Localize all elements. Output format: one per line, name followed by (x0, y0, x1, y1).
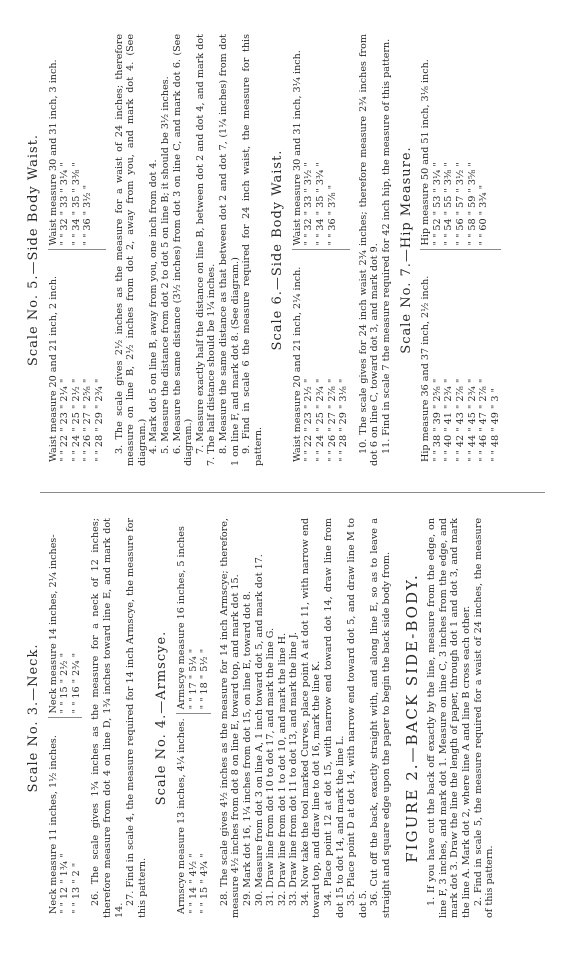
scale-table-row: " " 58 " 59 " 3⅝ " (466, 162, 478, 246)
figure-2-instructions (426, 518, 496, 918)
scale-5-heading: Scale No. 5.—Side Body Waist. (26, 133, 41, 367)
instruction-paragraph: 9. Find in scale 6 the measure required for 24 inch waist, the measure for this pattern. (241, 34, 264, 466)
scale-5-table-left (48, 251, 106, 467)
scale-3-table-left (48, 719, 83, 919)
scale-5-table (48, 34, 106, 466)
scale-6-table-right (292, 34, 350, 251)
scale-table-row: " " 38 " 39 " 2⅝ " (431, 378, 443, 462)
scale-table-row: Neck measure 14 inches, 2¼ inches- (47, 534, 59, 714)
scale-table-row: " " 13 " 2 " (70, 862, 82, 914)
scale-3-table (48, 518, 83, 918)
scale-table-row: " " 32 " 33 " 3¼ " (59, 162, 71, 246)
instruction-paragraph: 28. The scale gives 4½ inches as the measure for 14 inch Armscye; therefore, measure 4½ inches from dot 8 on line E, toward top, and mark dot 15. (218, 518, 242, 918)
scale-table-row: " " 60 " 3¾ " (478, 184, 490, 246)
scale-3-heading: Scale No. 3.—Neck. (26, 643, 41, 793)
scale-7-table-right (420, 34, 501, 251)
scale-4-table-left (176, 714, 211, 918)
instruction-paragraph: 11. Find in scale 7 the measure required for 42 inch hip, the measure of this pattern. (381, 38, 393, 454)
instruction-paragraph: 8. Measure the same distance as that between dot 2 and dot 7, (1¼ inches) from dot 1 on line F, and mark dot 8. (See diagram.) (217, 34, 241, 466)
figure-2-heading: FIGURE 2.—BACK SIDE-BODY. (402, 573, 421, 863)
scale-table-row: " " 17 " 5¼ " (187, 648, 199, 710)
scale-table-row: " " 22 " 23 " 2½ " (303, 378, 315, 462)
scale-table-row: " " 56 " 57 " 3½ " (455, 162, 466, 246)
instruction-paragraph: 32. Draw line from dot 1 to dot 10, and mark the line H. (276, 632, 288, 906)
column-divider (40, 492, 545, 493)
scale-5-instructions (114, 34, 265, 466)
scale-6-instructions (358, 34, 393, 466)
scale-7-table-left (420, 251, 501, 467)
scale-table-row: " " 52 " 53 " 3¼ " (431, 162, 443, 246)
scale-table-row: " " 36 " 3½ " (82, 184, 94, 246)
scale-6-heading: Scale 6.—Side Body Waist. (270, 149, 286, 351)
instruction-paragraph: 33. Draw line from dot 11 to dot 13, and mark the line J. (288, 632, 300, 906)
scale-table-row: Waist measure 30 and 31 inch, 3¼ inch. (291, 50, 303, 246)
scale-table-row: " " 44 " 45 " 2¾ " (466, 378, 478, 462)
scale-table-row: Armscye measure 16 inches, 5 inches (175, 526, 187, 710)
scale-table-row: " " 12 " 1¾ " (59, 853, 71, 914)
scale-3-table-right (48, 518, 83, 719)
instruction-paragraph: 27. Find in scale 4, the measure required for 14 inch Armscye, the measure for this pattern. (125, 518, 148, 918)
scale-table-row: Waist measure 20 and 21 inch, 2 inch. (47, 275, 59, 462)
scale-table-row: " " 34 " 35 " 3⅜ " (70, 162, 82, 246)
left-column (28, 518, 496, 918)
right-column (28, 34, 509, 466)
scale-table-row: Waist measure 30 and 31 inch, 3 inch. (47, 59, 59, 246)
scale-table-row: Hip measure 36 and 37 inch, 2½ inch. (420, 275, 432, 462)
scale-table-row: Hip measure 50 and 51 inch, 3⅛ inch. (420, 59, 432, 246)
scale-6-table-left (292, 251, 350, 467)
scale-5-table-right (48, 34, 106, 251)
scale-7-table (420, 34, 501, 466)
scale-table-row: " " 26 " 27 " 2⅝ " (82, 378, 94, 462)
scale-4-table (176, 518, 211, 918)
scale-6-table (292, 34, 350, 466)
scale-table-row: Neck measure 11 inches, 1½ inches. (47, 735, 59, 914)
scale-table-row: " " 28 " 29 " 3⅛ " (338, 378, 350, 462)
scale-table-row: " " 40 " 41 " 2¾ " (443, 378, 455, 462)
instruction-paragraph: 2. Find in scale 5, the measure required for a waist of 24 inches, the measure of this pattern. (472, 518, 496, 918)
scale-table-row: " " 22 " 23 " 2¼ " (59, 378, 71, 462)
instruction-paragraph: 7. Measure exactly half the distance on line B, between dot 2 and dot 4, and mark dot 7. The half distance should be 1¼ inches. (194, 34, 218, 466)
instruction-paragraph: 29. Mark dot 16, 1¼ inches from dot 15, on line E, toward dot 8. (241, 591, 253, 906)
scale-table-row: " " 24 " 25 " 2½ " (70, 378, 82, 462)
scale-table-row: Armscye measure 13 inches, 4¼ inches. (175, 718, 187, 914)
scale-3-instructions (90, 518, 148, 918)
scale-table-row: " " 32 " 33 " 3½ " (303, 162, 315, 246)
instruction-paragraph: 34. Now take the tool marked Curves, place point A at dot 11, with narrow end toward top, and draw line to dot 16, mark the line K. (299, 518, 323, 918)
instruction-paragraph: 34. Place point 12 at dot 15, with narrow end toward dot 14, draw line from dot 15 to dot 14, and mark the line L. (323, 518, 346, 918)
scale-4-heading: Scale No. 4.—Armscye. (154, 630, 170, 806)
scale-table-row: " " 26 " 27 " 2⅞ " (326, 378, 338, 462)
instruction-paragraph: 26. The scale gives 1¾ inches as the measure for a neck of 12 inches; therefore measure from dot 4 on line D, 1¾ inches toward line E, and mark dot 14. (90, 518, 125, 918)
scale-4-instructions (219, 518, 393, 918)
instruction-paragraph: 31. Draw line from dot 10 to dot 17, and mark the line G. (265, 627, 277, 906)
scale-table-row: " " 46 " 47 " 2⅞ " (478, 378, 490, 462)
scale-table-row: " " 54 " 55 " 3⅜ " (443, 162, 455, 246)
scale-4-table-right (176, 518, 211, 714)
scale-table-row: Waist measure 20 and 21 inch, 2¼ inch. (291, 266, 303, 462)
instruction-paragraph: 5. Measure the distance from dot 2 to dot 5 on line B; it should be 3½ inches. (159, 76, 171, 454)
scale-table-row: " " 34 " 35 " 3¾ " (315, 162, 327, 246)
instruction-paragraph: 30. Measure from dot 3 on line A, 1 inch toward dot 5, and mark dot 17. (253, 554, 265, 906)
instruction-paragraph: 35. Place point D at dot 14, with narrow end toward dot 5, and draw line M to dot 5. (346, 518, 369, 918)
scale-7-heading: Scale No. 7.—Hip Measure. (398, 146, 414, 354)
instruction-paragraph: 3. The scale gives 2½ inches as the measure for a waist of 24 inches; therefore measure on line B, 2½ inches from dot 2, away from you, and mark dot 4. (See diagram.) (113, 34, 148, 466)
instruction-paragraph: 4. Mark dot 5 on line B, away from you, one inch from dot 4. (148, 159, 160, 454)
scale-table-row: " " 18 " 5½ " (199, 648, 211, 710)
scale-table-row: " " 28 " 29 " 2¾ " (93, 378, 105, 462)
scale-table-row: " " 36 " 3⅞ " (326, 184, 338, 246)
scale-table-row: " " 15 " 2½ " (59, 652, 71, 714)
scale-table-row: " " 15 " 4¾ " (199, 853, 211, 914)
scale-table-row: " " 16 " 2¾ " (70, 652, 82, 714)
instruction-paragraph: 36. Cut off the back, exactly straight with, and along line E, so as to leave a straight and square edge upon the paper to begin the back side body from. (369, 518, 393, 918)
instruction-paragraph: 6. Measure the same distance (3½ inches) from dot 3 on line C, and mark dot 6. (See diagram.) (171, 34, 195, 466)
scale-table-row: " " 48 " 49 " 3 " (489, 388, 501, 462)
instruction-paragraph: 1. If you have cut the back off exactly by the line, measure from the edge, on line F, 3 inches, and mark dot 1. Measure on line C, 3 inches from the edge, and mark dot 3. Draw the line the length of paper, through dot 1 and dot 3, and mark the line A. Mark dot 2, where line A and line B cross each other. (426, 518, 472, 918)
scale-table-row: " " 14 " 4½ " (187, 853, 199, 914)
scale-table-row: " " 24 " 25 " 2¾ " (315, 378, 327, 462)
instruction-paragraph: 10. The scale gives for 24 inch waist 2¾ inches; therefore measure 2¾ inches from dot 6 on line C, toward dot 3, and mark dot 9. (357, 34, 381, 466)
scale-table-row: " " 42 " 43 " 2⅞ " (455, 378, 466, 462)
